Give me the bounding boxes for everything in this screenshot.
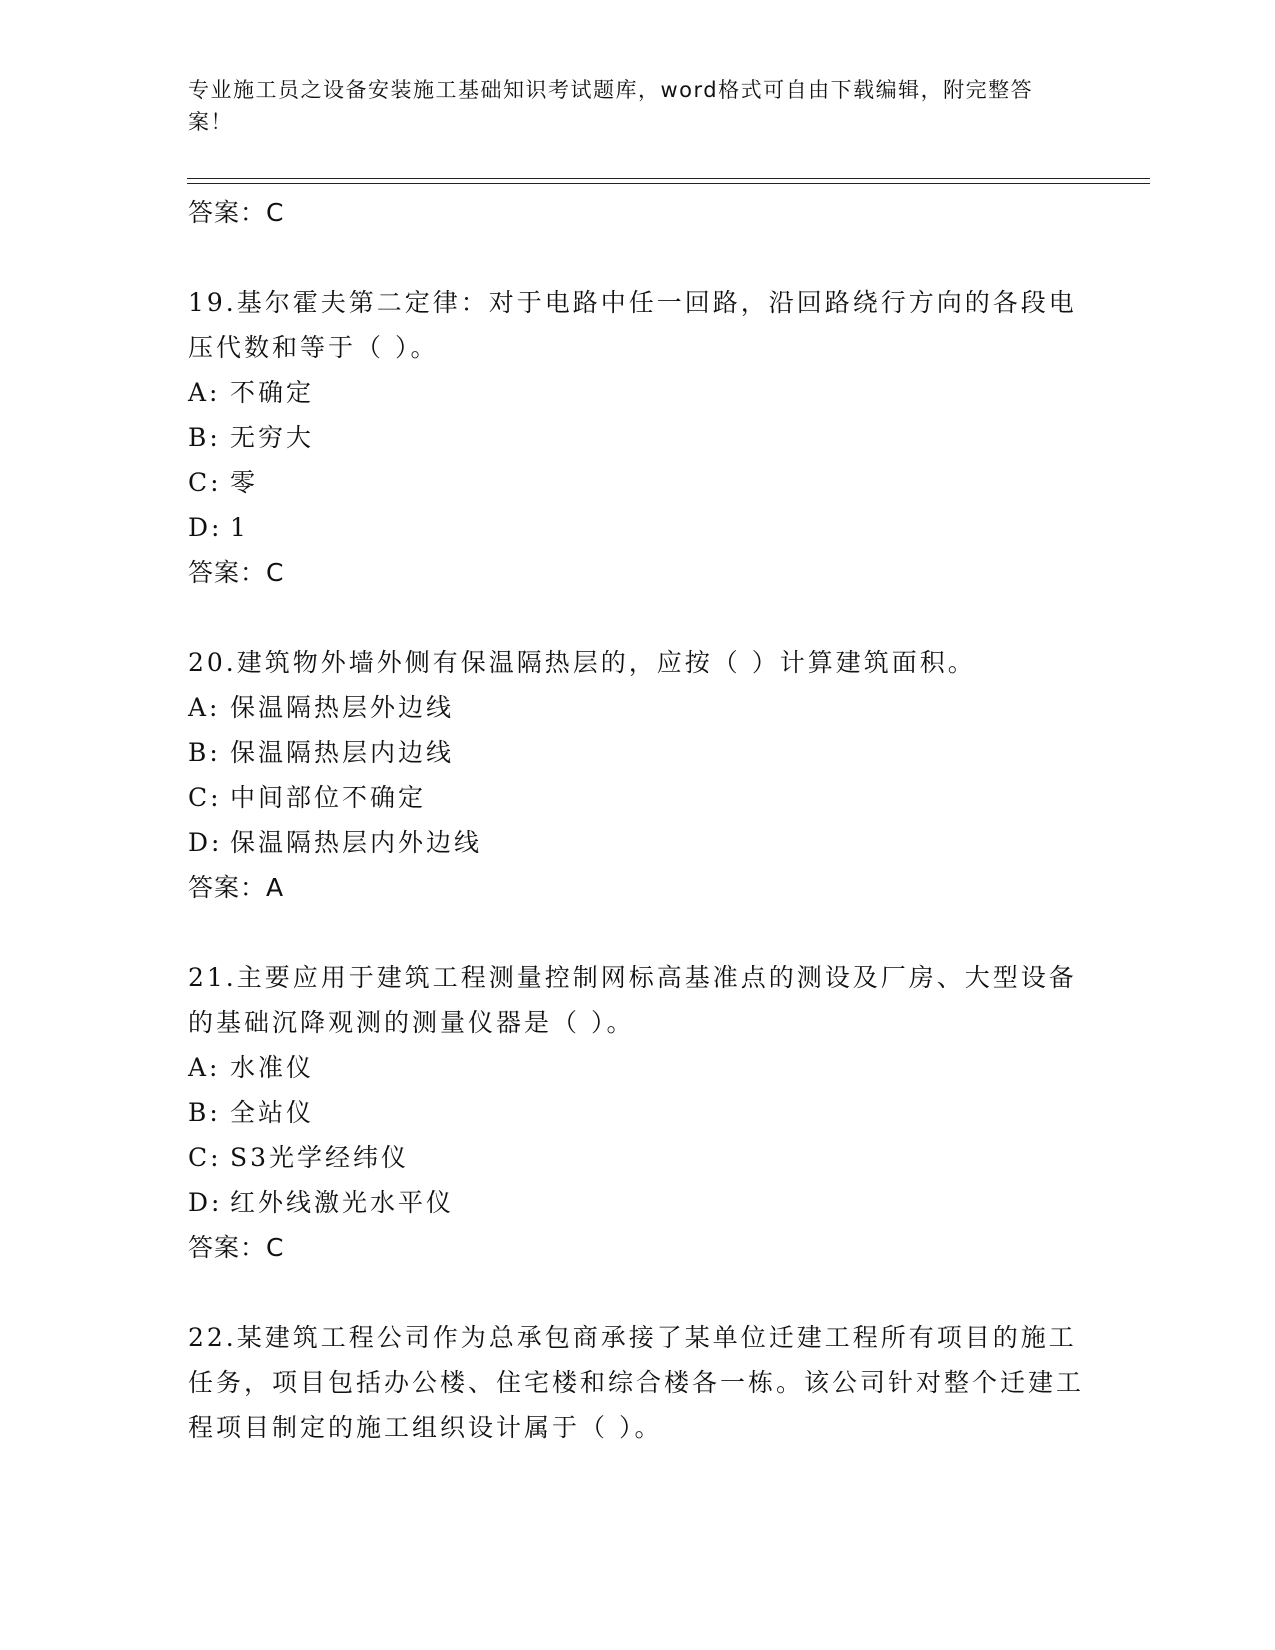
option-text: 中间部位不确定	[230, 783, 427, 812]
option-text: 全站仪	[230, 1098, 315, 1127]
question-text	[188, 1315, 1088, 1450]
option-letter: D:	[188, 1188, 223, 1217]
option-b	[188, 415, 1088, 460]
option-text: 保温隔热层内外边线	[230, 828, 483, 857]
option-letter: A:	[188, 378, 221, 407]
option-d	[188, 505, 1088, 550]
option-text: S3光学经纬仪	[230, 1143, 410, 1172]
question-stem: 主要应用于建筑工程测量控制网标高基准点的测设及厂房、大型设备的基础沉降观测的测量仪器是（ ）。	[188, 963, 1077, 1037]
answer-label: 答案：C	[188, 198, 285, 227]
question-stem: 基尔霍夫第二定律：对于电路中任一回路，沿回路绕行方向的各段电压代数和等于（ ）。	[188, 288, 1077, 362]
answer-label: 答案：C	[188, 558, 285, 587]
option-letter: D:	[188, 513, 223, 542]
question-number: 20.	[188, 648, 237, 677]
question-number: 21.	[188, 963, 237, 992]
header-rule-top	[187, 178, 1150, 179]
answer-label: 答案：C	[188, 1233, 285, 1262]
option-letter: C:	[188, 1143, 222, 1172]
option-b	[188, 730, 1088, 775]
option-text: 无穷大	[230, 423, 315, 452]
question-22	[188, 1315, 1088, 1450]
option-text: 红外线激光水平仪	[230, 1188, 455, 1217]
question-list	[188, 190, 1088, 1450]
option-text: 水准仪	[230, 1053, 315, 1082]
option-a	[188, 1045, 1088, 1090]
question-text	[188, 955, 1088, 1045]
question-text	[188, 280, 1088, 370]
question-text	[188, 640, 1088, 685]
question-19	[188, 280, 1088, 596]
option-d	[188, 1180, 1088, 1225]
option-b	[188, 1090, 1088, 1135]
option-letter: C:	[188, 783, 222, 812]
question-number: 19.	[188, 288, 237, 317]
question-stem: 建筑物外墙外侧有保温隔热层的，应按（ ）计算建筑面积。	[236, 648, 976, 677]
option-letter: B:	[188, 1098, 221, 1127]
option-letter: B:	[188, 423, 221, 452]
option-letter: D:	[188, 828, 223, 857]
option-c	[188, 775, 1088, 820]
question-number: 22.	[188, 1323, 237, 1352]
option-a	[188, 370, 1088, 415]
document-header: 专业施工员之设备安装施工基础知识考试题库，word格式可自由下载编辑，附完整答案！	[188, 78, 1034, 134]
option-text: 保温隔热层外边线	[230, 693, 455, 722]
question-stem: 某建筑工程公司作为总承包商承接了某单位迁建工程所有项目的施工任务，项目包括办公楼、住宅楼和综合楼各一栋。该公司针对整个迁建工程项目制定的施工组织设计属于（ ）。	[188, 1323, 1085, 1442]
option-text: 1	[230, 513, 249, 542]
option-letter: C:	[188, 468, 222, 497]
option-letter: B:	[188, 738, 221, 767]
question-21	[188, 955, 1088, 1271]
option-d	[188, 820, 1088, 865]
answer-label: 答案：A	[188, 873, 285, 902]
option-a	[188, 685, 1088, 730]
question-20	[188, 640, 1088, 911]
option-text: 保温隔热层内边线	[230, 738, 455, 767]
option-letter: A:	[188, 1053, 221, 1082]
option-c	[188, 460, 1088, 505]
option-text: 不确定	[230, 378, 315, 407]
option-c	[188, 1135, 1088, 1180]
header-rule-bottom	[187, 183, 1150, 184]
option-letter: A:	[188, 693, 221, 722]
option-text: 零	[230, 468, 259, 497]
